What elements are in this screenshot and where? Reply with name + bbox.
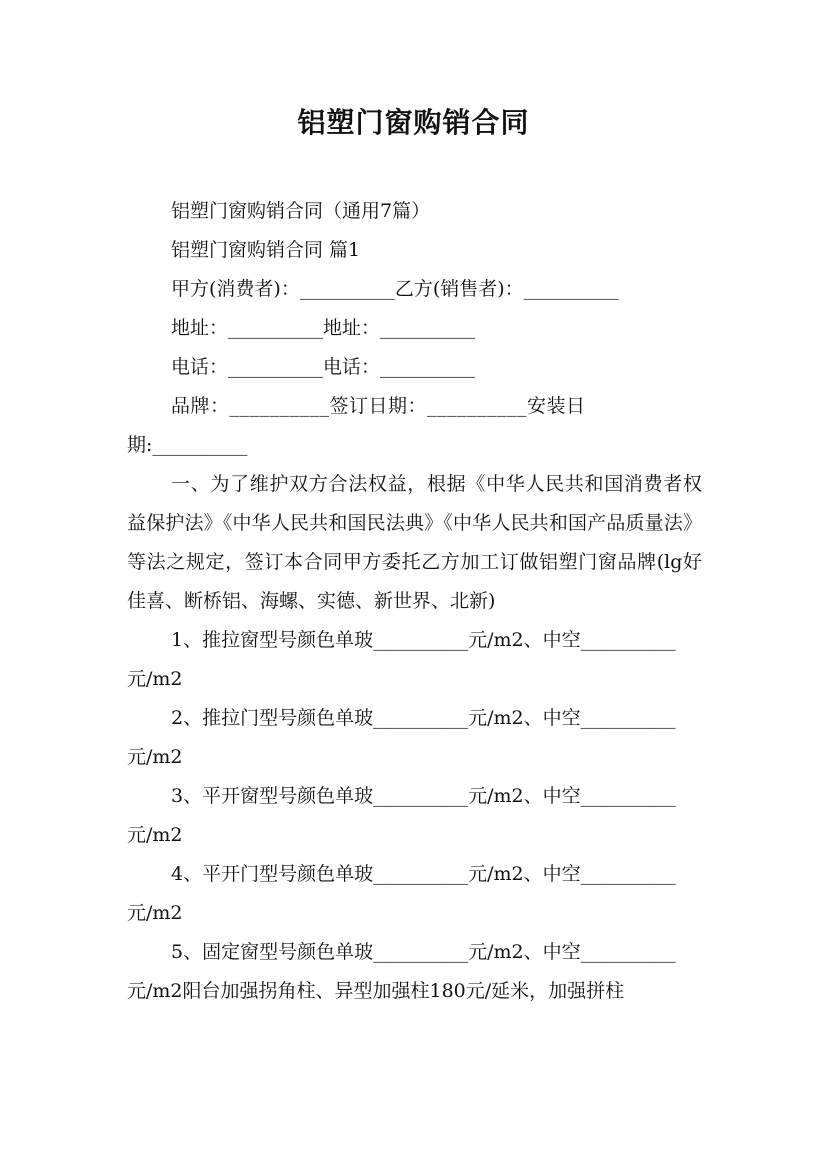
document-title: 铝塑门窗购销合同 bbox=[297, 106, 530, 139]
item-2-line: 2、推拉门型号颜色单玻__________元/m2、中空__________ bbox=[171, 707, 676, 729]
section-heading: 铝塑门窗购销合同 篇1 bbox=[171, 239, 361, 261]
item-3-line: 3、平开窗型号颜色单玻__________元/m2、中空__________ bbox=[171, 785, 676, 807]
brand-line: 品牌：__________签订日期：__________安装日 bbox=[171, 395, 586, 417]
subtitle-line: 铝塑门窗购销合同（通用7篇） bbox=[171, 200, 431, 222]
item-2-unit: 元/m2 bbox=[127, 746, 183, 768]
document-body bbox=[127, 192, 702, 1011]
item-4-unit: 元/m2 bbox=[127, 902, 183, 924]
item-5-unit: 元/m2阳台加强拐角柱、异型加强柱180元/延米，加强拼柱 bbox=[127, 980, 625, 1002]
clause-one: 一、为了维护双方合法权益，根据《中华人民共和国消费者权益保护法》《中华人民共和国民法典》《中华人民共和国产品质量法》等法之规定，签订本合同甲方委托乙方加工订做铝塑门窗品牌(lg好佳喜、断桥铝、海螺、实德、新世界、北新) bbox=[127, 473, 702, 612]
brand-line-continuation: 期:__________ bbox=[127, 434, 248, 456]
party-line: 甲方(消费者)：__________乙方(销售者)：__________ bbox=[171, 278, 619, 300]
item-1-line: 1、推拉窗型号颜色单玻__________元/m2、中空__________ bbox=[171, 629, 676, 651]
item-5-line: 5、固定窗型号颜色单玻__________元/m2、中空__________ bbox=[171, 941, 676, 963]
item-3-unit: 元/m2 bbox=[127, 824, 183, 846]
item-4-line: 4、平开门型号颜色单玻__________元/m2、中空__________ bbox=[171, 863, 676, 885]
phone-line: 电话：__________电话：__________ bbox=[171, 356, 476, 378]
item-1-unit: 元/m2 bbox=[127, 668, 183, 690]
address-line: 地址：__________地址：__________ bbox=[171, 317, 476, 339]
